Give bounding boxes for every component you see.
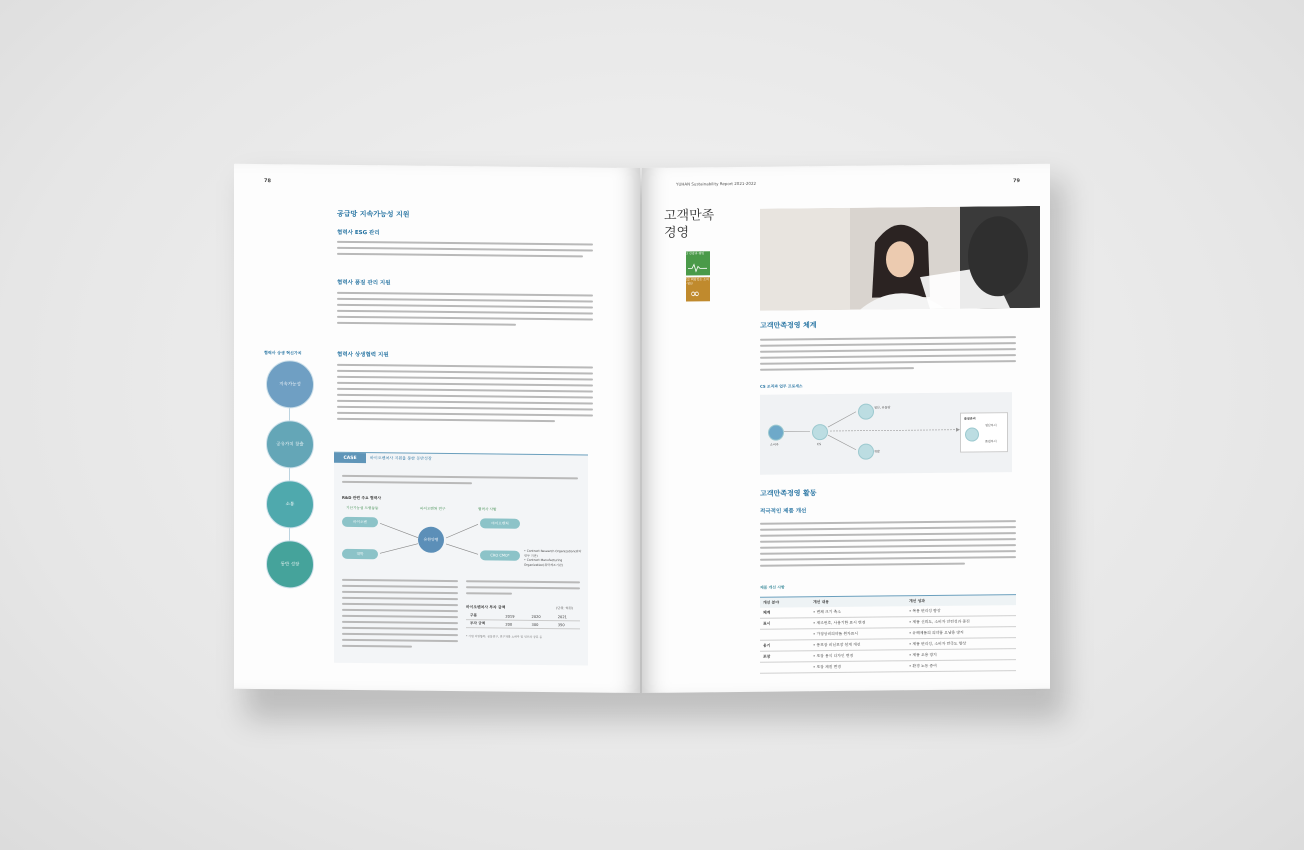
running-header: YUHAN Sustainability Report 2021-2022	[676, 180, 757, 187]
table-row: • 포장 재질 변경 • 환경 노동 증여	[760, 660, 1016, 674]
sidebar-title: 협력사 상생 혁신가치	[264, 350, 302, 356]
col-label-center: 바이오벤처 연구	[420, 506, 446, 511]
paragraph-cooperation	[337, 364, 593, 427]
paragraph-esg	[337, 241, 593, 262]
diagram-notes: • Contract Research Organization(위탁연구 기관) • Contract Manufacturing Organization(위탁제조기관)	[524, 548, 582, 567]
case-tag: CASE	[334, 453, 366, 463]
case-intro	[342, 475, 578, 489]
section-title: 공급망 지속가능성 지원	[337, 209, 410, 219]
cs-process-diagram	[760, 392, 1012, 475]
circle-mutual-growth: 동반 성장	[266, 540, 314, 589]
case-text-right	[466, 580, 580, 599]
paragraph-improvement	[760, 520, 1016, 571]
col-label-left: 기산기능성 드림등등	[346, 505, 379, 511]
diagram-label: R&D 관련 주요 협력사	[342, 494, 382, 501]
case-investment-table	[466, 612, 580, 629]
flow-title: CS 조직과 업무 프로세스	[760, 383, 803, 389]
improvement-table	[760, 594, 1016, 674]
quality-dept-label: 품질부서	[985, 439, 997, 444]
table-row: 포장 • 포장 용식 디자인 변경 • 제품 오용 방지	[760, 649, 1016, 663]
table-row: 용기 • 용포장 비닐포장 설계 개선 • 제품 편리성, 소비자 만족도 향상	[760, 638, 1016, 652]
col-label-right: 협력사 사항	[478, 507, 497, 512]
cs-label: CS	[817, 442, 821, 447]
right-page	[642, 164, 1050, 693]
case-text-left	[342, 579, 458, 652]
table-row: 투자 금액 200 300 350	[466, 620, 580, 629]
development-label: 개발	[874, 449, 880, 454]
page-title: 고객만족 경영	[664, 208, 715, 241]
customer-label: 소비자	[770, 442, 779, 447]
circle-communication: 소통	[266, 480, 314, 529]
case-box	[334, 452, 588, 666]
production-dept-label: 생산부서	[985, 423, 997, 428]
sdg-3-icon: 3 건강과 웰빙	[686, 251, 710, 275]
case-title: 바이오벤처사 지원을 통한 동반성장	[370, 455, 432, 461]
left-page	[234, 164, 640, 693]
section-title-cs-system: 고객만족경영 체계	[760, 321, 817, 330]
paragraph-cs-system	[760, 336, 1016, 375]
table-title: 제품 개선 사항	[760, 584, 785, 590]
quality-node	[965, 427, 979, 441]
paragraph-quality	[337, 292, 593, 331]
circle-sustainability: 지속가능성	[266, 360, 314, 409]
subsection-title-cooperation: 협력사 상생협력 지원	[337, 351, 389, 359]
section-title-cs-activities: 고객만족경영 활동	[760, 489, 817, 498]
production-label: 생산, 유통망	[874, 405, 891, 410]
quality-box	[960, 412, 1008, 453]
quality-box-title: 품질관리	[964, 416, 976, 421]
circle-shared-value: 공유가치 창출	[266, 420, 314, 469]
sdg-12-icon: 12 책임있는 소비·생산 ∞	[686, 277, 710, 301]
case-table-footnote: * 기업 지원항목: 공동연구, 연구개발 노하우 및 인프라 공유 등	[466, 634, 543, 639]
case-table-title: 바이오벤처사 투자 금액	[466, 604, 506, 610]
subsection-title-esg: 협력사 ESG 관리	[337, 229, 380, 237]
right-page-number: 79	[1013, 178, 1020, 185]
pill-bioventure-left: 바이오벤	[342, 517, 378, 527]
pill-cro-cmo: CRO CMO*	[480, 550, 520, 560]
left-page-number: 78	[264, 178, 271, 185]
diagram-arrows	[378, 519, 482, 560]
hero-photo	[760, 206, 1040, 311]
table-row: • 가정상비의약품 원자표시 • 유해제품의 의약품 오남용 방지	[760, 627, 1016, 641]
table-header-row: 구분 2019 2020 2021	[466, 612, 580, 621]
table-row: 체계 • 변체 크기 축소 • 복용 편리성 향상	[760, 605, 1016, 618]
pill-bioventure-right: 바이오벤처	[480, 518, 520, 528]
table-header-row: 개선 분야 개선 내용 개선 성과	[760, 595, 1016, 608]
subsection-title-improvement: 적극적인 제품 개선	[760, 508, 807, 515]
center-node-yuhan: 유한양행	[418, 527, 444, 553]
table-row: 표시 • 제조번호, 사용기한 표시 변경 • 제품 신뢰도, 소비자 안전성과 증진	[760, 616, 1016, 630]
case-table-unit: (단위: 억원)	[556, 606, 573, 611]
subsection-title-quality: 협력사 품질 관리 지원	[337, 279, 391, 287]
pill-university: 대학	[342, 549, 378, 559]
